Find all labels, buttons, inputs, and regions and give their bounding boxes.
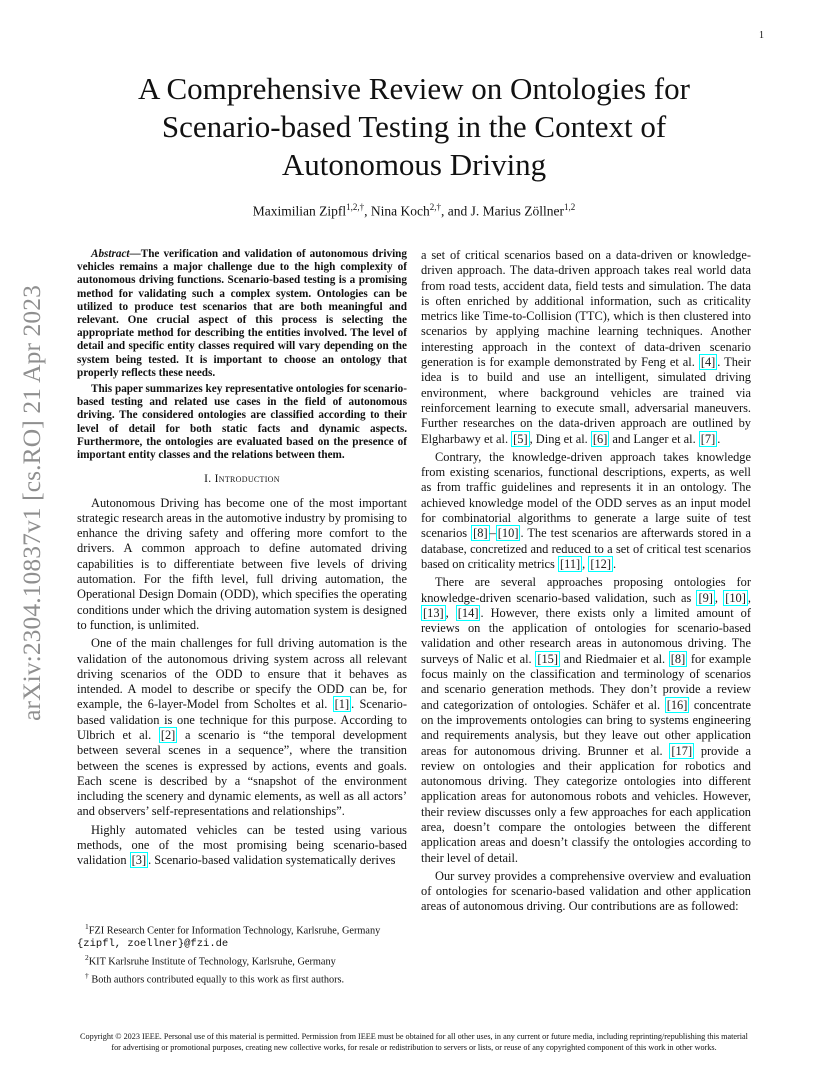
footnote-2: $^2$KIT Karlsruhe Institute of Technology, Karlsruhe, Germany xyxy=(85,953,336,968)
citation-link[interactable]: [11] xyxy=(559,556,581,571)
citation-link[interactable]: [15] xyxy=(537,651,558,666)
citation-link[interactable]: [2] xyxy=(160,728,176,742)
citation-link[interactable]: [5] xyxy=(513,431,528,446)
citation-link[interactable]: [7] xyxy=(700,431,716,446)
abstract-paragraph-1 xyxy=(77,248,407,380)
abstract-label: Abstract xyxy=(91,248,130,260)
abstract-text-1: —The verification and validation of autonomous driving vehicles remains a major challenge due to the high complexity of autonomous driving functions. Scenario-based testing is a promising method for validating such a complex system. Ontologies can be utilized to produce test scenarios that are both meaningful and relevant. One crucial aspect of this process is selecting the appropriate method for describing the entities involved. The level of detail and specific entity classes required will vary depending on the system being tested. It is important to choose an ontology that properly reflects these needs. xyxy=(77,248,407,379)
intro-paragraph-3: Highly automated vehicles can be tested using various methods, one of the most promising being scenario-based validation [3] . Scenario-based validation systematically derives xyxy=(77,822,407,868)
right-paragraph-4: Our survey provides a comprehensive overview and evaluation of ontologies for scenario-based validation and other application areas of autonomous driving. Our contributions are as followed: xyxy=(421,868,751,914)
citation-link[interactable]: [14] xyxy=(457,605,479,620)
citation-link[interactable]: [4] xyxy=(700,355,716,370)
footnote-3: † Both authors contributed equally to this work as first authors. xyxy=(85,970,345,986)
right-column xyxy=(421,248,751,918)
abstract-paragraph-2: This paper summarizes key representative ontologies for scenario-based testing and related use cases in the field of autonomous driving. The considered ontologies are classified according to their level of detail for both static facts and dynamic aspects. Furthermore, the ontologies are evaluated based on the presence of important entity classes and the relations between them. xyxy=(77,383,407,462)
intro-paragraph-1: Autonomous Driving has become one of the most important strategic research areas in the automotive industry by promising to enhance the driving safety and offering more comfort to the drivers. A common approach to define automated driving capabilities is to differentiate between five levels of driving automation. For the fifth level, full driving automation, the Operational Design Domain (ODD), which specifies the operating conditions under which the driving automation system is designed to function, is unlimited. xyxy=(77,495,407,632)
author-3: , and J. Marius Zöllner xyxy=(441,203,564,219)
author-1: Maximilian Zipfl xyxy=(252,203,347,219)
page-number: 1 xyxy=(759,30,764,41)
footnote-1: $^1$FZI Research Center for Information Technology, Karlsruhe, Germany xyxy=(85,922,381,937)
left-column xyxy=(77,248,407,872)
citation-link[interactable]: [12] xyxy=(590,556,611,571)
author-2-affiliation: 2,† xyxy=(429,202,441,212)
citation-link[interactable]: [9] xyxy=(698,590,713,605)
footnotes xyxy=(77,920,407,986)
footnote-email[interactable]: {zipfl, zoellner}@fzi.de xyxy=(77,938,229,951)
citation-link[interactable]: [13] xyxy=(423,605,444,620)
author-line xyxy=(90,202,738,220)
author-1-affiliation: 1,2,† xyxy=(346,202,365,212)
right-paragraph-3: There are several approaches proposing ontologies for knowledge-driven scenario-based validation, such as [9] , [10] , [13] , [14] . However, there exists only a limited amount of reviews on the application of ontologies for scenario-based validation and other research areas in autonomous driving. The surveys of Nalic et al. [15] and Riedmaier et al. [8] for example focus mainly on the classification and terminology of scenarios and scenario generation methods. They don’t provide a review and categorization of ontologies. Schäfer et al. [16] concentrate on the improvements ontologies can bring to systems engineering and requirements analysis, but they leave out other application areas for autonomous driving. Brunner et al. [17] provide a review on ontologies and their application for robotics and autonomous driving. They categorize ontologies into different application areas for autonomous robots and vehicles. However, their review discusses only a few approaches for each application area, doesn’t compare the ontologies between the different application areas and doesn’t classify the ontologies according to their level of detail. xyxy=(421,575,751,865)
section-heading-introduction: I. Introduction xyxy=(204,473,280,486)
author-2: , Nina Koch xyxy=(364,203,430,219)
copyright-notice: Copyright © 2023 IEEE. Personal use of this material is permitted. Permission from IEEE must be obtained for all other uses, in any current or future media, including reprinting/republishing this material for advertising or promotional purposes, creating new collective works, for resale or redistribution to servers or lists, or reuse of any copyrighted component of this work in other works. xyxy=(80,1032,748,1052)
intro-paragraph-2: One of the main challenges for full driving automation is the validation of the autonomous driving system across all relevant driving scenarios of the ODD to ensure that it behaves as intended. A model to describe or specify the ODD can be, for example, the 6-layer-Model from Scholtes et al. [1] . Scenario-based validation is one technique for this purpose. According to Ulbrich et al. [2] a scenario is “the temporal development between several scenes in a sequence”, where the transition between the scenes is expressed by actions, events and goals. Each scene is described by a “snapshot of the environment including the scenery and dynamic elements, as well as all actors’ and observers’ self-representations and relationships”. xyxy=(77,636,407,819)
citation-link[interactable]: [17] xyxy=(671,743,693,758)
citation-link[interactable]: [3] xyxy=(131,853,147,868)
citation-link[interactable]: [8] xyxy=(473,526,488,541)
arxiv-stamp xyxy=(14,258,50,748)
citation-link[interactable]: [10] xyxy=(497,526,519,541)
author-3-affiliation: 1,2 xyxy=(563,202,576,212)
right-paragraph-1: a set of critical scenarios based on a data-driven or knowledge-driven approach. The data-driven approach takes real world data from road tests, accident data, field tests and simulation. The data is often enriched by additional information, such as criticality metrics like Time-to-Collision (TTC), which is then clustered into scenarios by applying machine learning techniques. Another interesting approach in the context of data-driven scenario generation is for example demonstrated by Feng et al. [4] . Their idea is to build and use an intelligent, simulated driving environment, where background vehicles are trained via reinforcement learning to execute small, adversarial maneuvers. Further researches on the data-driven approach are outlined by Elgharbawy et al. [5] , Ding et al. [6] and Langer et al. [7] . xyxy=(421,248,751,446)
citation-link[interactable]: [6] xyxy=(592,431,608,446)
citation-link[interactable]: [10] xyxy=(725,590,746,605)
right-paragraph-2: Contrary, the knowledge-driven approach takes knowledge from existing scenarios, functional descriptions, experts, as well as from traffic guidelines and represents it in an ontology. The achieved knowledge model of the ODD serves as an input model for combinatorial algorithms to generate a large suite of test scenarios [8] – [10] . The test scenarios are afterwards stored in a database, concretized and reduced to a set of critical test scenarios based on criticality metrics [11] , [12] . xyxy=(421,449,751,571)
citation-link[interactable]: [8] xyxy=(670,651,686,666)
paper-title: A Comprehensive Review on Ontologies for Scenario-based Testing in the Context of Autonomous Driving xyxy=(138,71,690,182)
abstract xyxy=(77,248,407,462)
citation-link[interactable]: [16] xyxy=(666,697,688,712)
citation-link[interactable]: [1] xyxy=(334,697,350,712)
arxiv-stamp-text: arXiv:2304.10837v1 [cs.RO] 21 Apr 2023 xyxy=(17,285,46,721)
